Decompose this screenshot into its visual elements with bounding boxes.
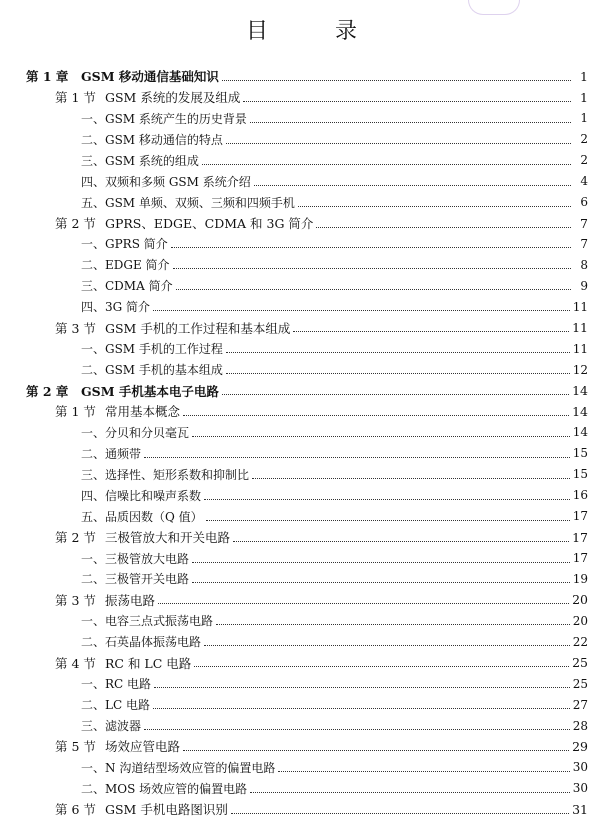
toc-entry-number: 第 2 章 bbox=[26, 383, 69, 399]
toc-entry-label bbox=[81, 277, 173, 294]
toc-entry-title: GSM 移动通信基础知识 bbox=[81, 69, 219, 85]
toc-entry-title: GSM 手机基本电子电路 bbox=[81, 383, 219, 399]
toc-entry-page-number: 25 bbox=[572, 655, 588, 671]
toc-entry-label bbox=[26, 67, 219, 85]
toc-entry-label bbox=[55, 402, 180, 420]
dot-leader bbox=[204, 498, 570, 500]
dot-leader bbox=[231, 812, 569, 814]
toc-sub-entry[interactable] bbox=[0, 715, 603, 736]
dot-leader bbox=[171, 246, 571, 248]
toc-entry-number: 第 3 节 bbox=[55, 320, 96, 336]
toc-entry-page-number: 31 bbox=[572, 801, 588, 817]
toc-sub-entry[interactable] bbox=[0, 443, 603, 464]
toc-entry-page-number: 16 bbox=[572, 488, 588, 503]
toc-entry-label bbox=[81, 466, 249, 483]
toc-entry-number: 第 5 节 bbox=[55, 739, 96, 755]
toc-entry-title: 二、石英晶体振荡电路 bbox=[81, 635, 202, 650]
toc-entry-label bbox=[81, 612, 213, 629]
dot-leader bbox=[192, 561, 570, 563]
dot-leader bbox=[176, 288, 571, 290]
toc-sub-entry[interactable] bbox=[0, 108, 603, 129]
toc-entry-page-number: 12 bbox=[572, 362, 588, 377]
toc-section-entry[interactable] bbox=[0, 87, 603, 108]
toc-sub-entry[interactable] bbox=[0, 631, 603, 652]
toc-entry-label bbox=[81, 508, 203, 525]
dot-leader bbox=[226, 142, 571, 144]
toc-entry-title: GSM 手机电路图识别 bbox=[105, 802, 228, 818]
dot-leader bbox=[243, 100, 571, 102]
toc-entry-page-number: 14 bbox=[572, 425, 588, 440]
toc-chapter-entry[interactable] bbox=[0, 66, 603, 87]
toc-sub-entry[interactable] bbox=[0, 757, 603, 778]
toc-entry-title: 一、电容三点式振荡电路 bbox=[81, 614, 214, 629]
toc-entry-label bbox=[81, 570, 189, 587]
toc-entry-title: 三、CDMA 简介 bbox=[81, 279, 173, 294]
toc-entry-label bbox=[81, 194, 295, 211]
dot-leader bbox=[250, 791, 570, 793]
toc-entry-page-number: 19 bbox=[572, 571, 588, 586]
toc-entry-title: 二、三极管开关电路 bbox=[81, 572, 190, 587]
toc-entry-page-number: 11 bbox=[572, 299, 588, 314]
toc-entry-label bbox=[55, 800, 228, 818]
toc-sub-entry[interactable] bbox=[0, 150, 603, 171]
toc-entry-label bbox=[81, 110, 247, 127]
toc-entry-label bbox=[55, 319, 290, 337]
stamp-mark bbox=[468, 0, 520, 15]
toc-entry-number: 第 1 节 bbox=[55, 404, 96, 420]
toc-entry-page-number: 20 bbox=[572, 613, 588, 628]
toc-entry-page-number: 7 bbox=[580, 215, 588, 231]
toc-entry-label bbox=[81, 152, 199, 169]
toc-entry-label bbox=[55, 528, 230, 546]
toc-entry-page-number: 2 bbox=[580, 153, 588, 168]
dot-leader bbox=[316, 226, 571, 228]
toc-entry-label bbox=[81, 256, 170, 273]
toc-entry-title: 三、选择性、矩形系数和抑制比 bbox=[81, 467, 250, 482]
toc-entry-label bbox=[81, 696, 150, 713]
dot-leader bbox=[153, 309, 570, 311]
toc-entry-page-number: 17 bbox=[572, 509, 588, 524]
toc-entry-title: 一、GSM 手机的工作过程 bbox=[81, 342, 223, 357]
toc-entry-page-number: 7 bbox=[580, 236, 588, 251]
dot-leader bbox=[173, 267, 571, 269]
toc-entry-title: 三、GSM 系统的组成 bbox=[81, 153, 199, 168]
dot-leader bbox=[216, 623, 570, 625]
table-of-contents bbox=[0, 66, 603, 820]
dot-leader bbox=[206, 519, 570, 521]
toc-entry-label bbox=[55, 654, 191, 672]
dot-leader bbox=[144, 456, 570, 458]
toc-entry-label bbox=[55, 88, 240, 106]
toc-entry-page-number: 17 bbox=[572, 529, 588, 545]
toc-entry-label bbox=[81, 487, 201, 504]
toc-sub-entry[interactable] bbox=[0, 464, 603, 485]
toc-entry-title: 四、信噪比和噪声系数 bbox=[81, 488, 202, 503]
toc-sub-entry[interactable] bbox=[0, 778, 603, 799]
toc-entry-title: 一、N 沟道结型场效应管的偏置电路 bbox=[81, 760, 276, 775]
toc-entry-title: 四、3G 简介 bbox=[81, 300, 151, 315]
toc-entry-number: 第 6 节 bbox=[55, 802, 96, 818]
toc-entry-number: 第 1 章 bbox=[26, 69, 69, 85]
toc-sub-entry[interactable] bbox=[0, 359, 603, 380]
toc-entry-page-number: 1 bbox=[580, 89, 588, 105]
toc-entry-label bbox=[55, 214, 313, 232]
toc-section-entry[interactable] bbox=[0, 401, 603, 422]
toc-section-entry[interactable] bbox=[0, 317, 603, 338]
toc-entry-page-number: 28 bbox=[572, 718, 588, 733]
toc-entry-label bbox=[81, 173, 251, 190]
toc-entry-page-number: 1 bbox=[580, 68, 588, 84]
toc-entry-title: 一、GSM 系统产生的历史背景 bbox=[81, 111, 247, 126]
toc-entry-page-number: 14 bbox=[572, 403, 588, 419]
toc-sub-entry[interactable] bbox=[0, 485, 603, 506]
toc-entry-label bbox=[26, 382, 219, 400]
toc-entry-number: 第 4 节 bbox=[55, 655, 96, 671]
toc-entry-label bbox=[81, 717, 141, 734]
dot-leader bbox=[183, 414, 569, 416]
dot-leader bbox=[222, 79, 571, 81]
dot-leader bbox=[298, 205, 571, 207]
toc-entry-title: 三极管放大和开关电路 bbox=[105, 530, 231, 546]
dot-leader bbox=[293, 330, 569, 332]
toc-entry-number: 第 2 节 bbox=[55, 216, 96, 232]
toc-entry-page-number: 30 bbox=[572, 781, 588, 796]
toc-entry-page-number: 11 bbox=[572, 341, 588, 356]
dot-leader bbox=[158, 602, 569, 604]
toc-sub-entry[interactable] bbox=[0, 610, 603, 631]
toc-entry-title: RC 和 LC 电路 bbox=[105, 655, 192, 671]
toc-section-entry[interactable] bbox=[0, 736, 603, 757]
toc-entry-label bbox=[55, 737, 180, 755]
dot-leader bbox=[226, 372, 570, 374]
toc-sub-entry[interactable] bbox=[0, 254, 603, 275]
dot-leader bbox=[154, 686, 570, 688]
dot-leader bbox=[204, 644, 570, 646]
dot-leader bbox=[192, 581, 570, 583]
toc-entry-page-number: 6 bbox=[580, 195, 588, 210]
toc-entry-title: GSM 手机的工作过程和基本组成 bbox=[105, 320, 291, 336]
toc-entry-label bbox=[81, 340, 223, 357]
toc-entry-title: 三、滤波器 bbox=[81, 719, 142, 734]
dot-leader bbox=[278, 770, 569, 772]
toc-entry-page-number: 27 bbox=[572, 697, 588, 712]
toc-entry-title: GPRS、EDGE、CDMA 和 3G 简介 bbox=[105, 216, 314, 232]
toc-sub-entry[interactable] bbox=[0, 275, 603, 296]
dot-leader bbox=[144, 728, 570, 730]
toc-entry-page-number: 14 bbox=[572, 383, 588, 399]
toc-sub-entry[interactable] bbox=[0, 338, 603, 359]
toc-entry-title: 一、RC 电路 bbox=[81, 677, 152, 692]
toc-sub-entry[interactable] bbox=[0, 234, 603, 255]
toc-section-entry[interactable] bbox=[0, 213, 603, 234]
toc-section-entry[interactable] bbox=[0, 799, 603, 820]
toc-entry-number: 第 1 节 bbox=[55, 90, 96, 106]
toc-entry-page-number: 15 bbox=[572, 467, 588, 482]
toc-section-entry[interactable] bbox=[0, 652, 603, 673]
toc-sub-entry[interactable] bbox=[0, 506, 603, 527]
toc-entry-page-number: 2 bbox=[580, 132, 588, 147]
toc-entry-title: GSM 系统的发展及组成 bbox=[105, 90, 241, 106]
toc-entry-page-number: 30 bbox=[572, 760, 588, 775]
dot-leader bbox=[226, 351, 570, 353]
toc-entry-page-number: 22 bbox=[572, 634, 588, 649]
toc-entry-label bbox=[81, 445, 141, 462]
toc-entry-label bbox=[81, 675, 151, 692]
dot-leader bbox=[254, 184, 571, 186]
dot-leader bbox=[222, 393, 569, 395]
toc-entry-title: 二、GSM 手机的基本组成 bbox=[81, 363, 223, 378]
toc-entry-title: 常用基本概念 bbox=[105, 404, 181, 420]
toc-sub-entry[interactable] bbox=[0, 548, 603, 569]
dot-leader bbox=[192, 435, 570, 437]
page-title: 目 录 bbox=[246, 19, 387, 44]
toc-entry-label bbox=[81, 298, 150, 315]
toc-sub-entry[interactable] bbox=[0, 171, 603, 192]
toc-entry-label bbox=[81, 759, 275, 776]
toc-entry-page-number: 20 bbox=[572, 592, 588, 608]
toc-sub-entry[interactable] bbox=[0, 296, 603, 317]
toc-sub-entry[interactable] bbox=[0, 673, 603, 694]
toc-entry-title: 二、GSM 移动通信的特点 bbox=[81, 132, 223, 147]
toc-entry-title: 二、LC 电路 bbox=[81, 698, 150, 713]
toc-sub-entry[interactable] bbox=[0, 192, 603, 213]
toc-entry-title: 二、通频带 bbox=[81, 446, 142, 461]
toc-entry-page-number: 17 bbox=[572, 551, 588, 566]
toc-entry-title: 四、双频和多频 GSM 系统介绍 bbox=[81, 174, 251, 189]
toc-entry-title: 一、分贝和分贝毫瓦 bbox=[81, 425, 190, 440]
toc-sub-entry[interactable] bbox=[0, 129, 603, 150]
toc-entry-label bbox=[81, 361, 223, 378]
toc-sub-entry[interactable] bbox=[0, 694, 603, 715]
toc-sub-entry[interactable] bbox=[0, 569, 603, 590]
toc-entry-page-number: 4 bbox=[580, 174, 588, 189]
toc-entry-page-number: 29 bbox=[572, 738, 588, 754]
toc-chapter-entry[interactable] bbox=[0, 380, 603, 401]
dot-leader bbox=[153, 707, 570, 709]
toc-entry-title: 二、MOS 场效应管的偏置电路 bbox=[81, 781, 248, 796]
toc-entry-page-number: 15 bbox=[572, 446, 588, 461]
toc-entry-page-number: 25 bbox=[572, 676, 588, 691]
dot-leader bbox=[233, 540, 569, 542]
toc-entry-page-number: 1 bbox=[580, 111, 588, 126]
toc-entry-page-number: 8 bbox=[580, 257, 588, 272]
toc-entry-title: 一、三极管放大电路 bbox=[81, 551, 190, 566]
toc-entry-page-number: 9 bbox=[580, 278, 588, 293]
toc-entry-title: 一、GPRS 简介 bbox=[81, 237, 168, 252]
toc-entry-number: 第 2 节 bbox=[55, 530, 96, 546]
toc-sub-entry[interactable] bbox=[0, 422, 603, 443]
dot-leader bbox=[183, 749, 569, 751]
toc-entry-title: 五、品质因数（Q 值） bbox=[81, 509, 203, 524]
toc-entry-title: 振荡电路 bbox=[105, 592, 156, 608]
toc-entry-label bbox=[81, 550, 189, 567]
toc-entry-number: 第 3 节 bbox=[55, 592, 96, 608]
dot-leader bbox=[194, 665, 569, 667]
toc-entry-label bbox=[81, 131, 223, 148]
dot-leader bbox=[250, 121, 571, 123]
toc-entry-label bbox=[81, 424, 189, 441]
toc-section-entry[interactable] bbox=[0, 589, 603, 610]
toc-entry-title: 二、EDGE 简介 bbox=[81, 258, 170, 273]
toc-entry-title: 五、GSM 单频、双频、三频和四频手机 bbox=[81, 195, 295, 210]
toc-entry-title: 场效应管电路 bbox=[105, 739, 181, 755]
toc-entry-label bbox=[81, 235, 168, 252]
dot-leader bbox=[202, 163, 571, 165]
dot-leader bbox=[252, 477, 570, 479]
toc-entry-page-number: 11 bbox=[572, 320, 588, 336]
toc-entry-label bbox=[81, 780, 247, 797]
toc-entry-label bbox=[55, 591, 155, 609]
toc-entry-label bbox=[81, 633, 201, 650]
toc-section-entry[interactable] bbox=[0, 527, 603, 548]
